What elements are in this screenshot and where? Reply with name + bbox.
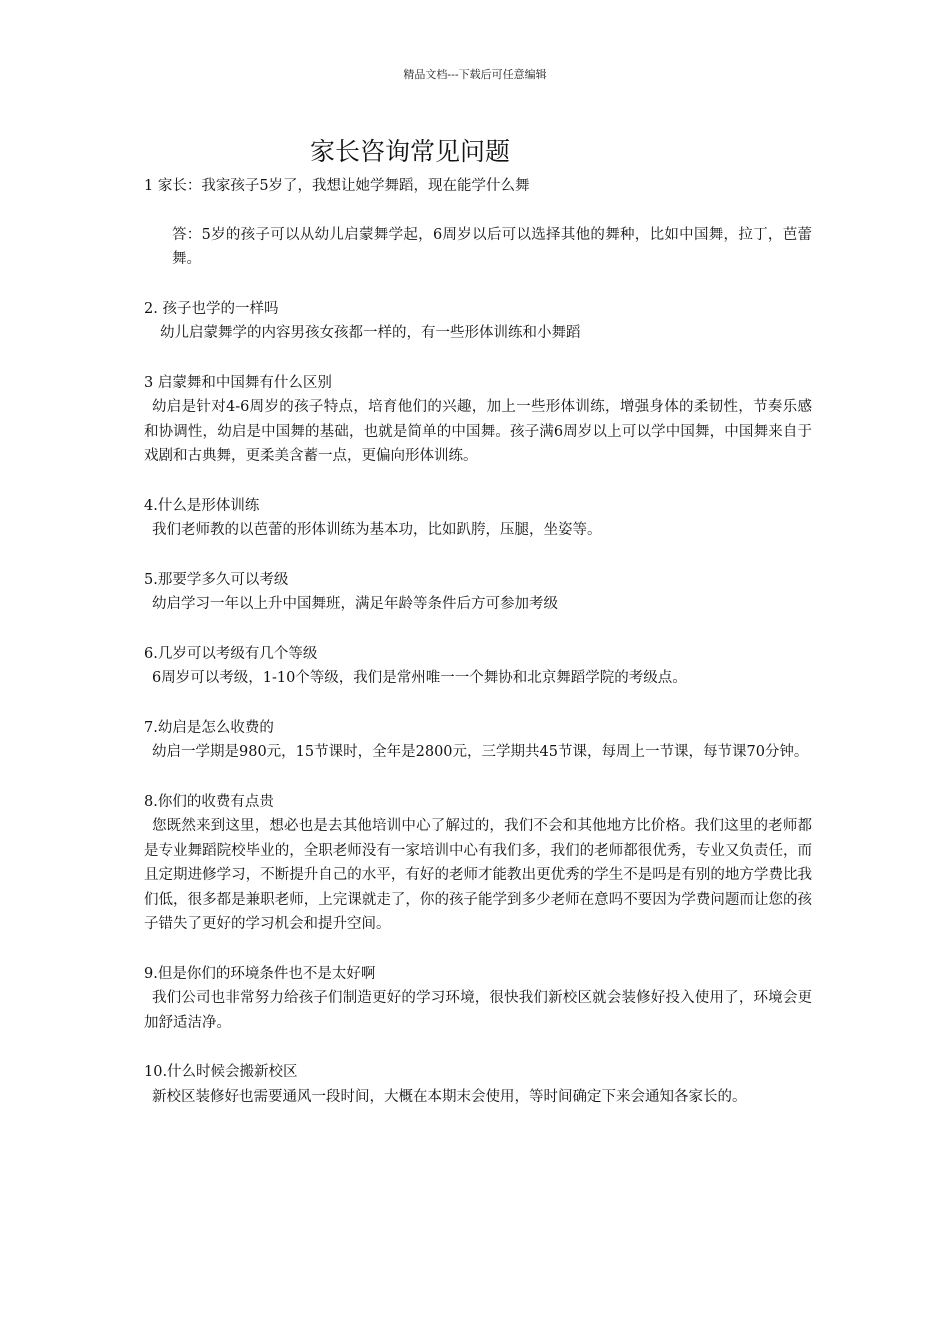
faq-item-6 (144, 642, 812, 691)
faq-answer-6: 6周岁可以考级，1-10个等级，我们是常州唯一一个舞协和北京舞蹈学院的考级点。 (152, 670, 687, 686)
document-title: 家长咨询常见问题 (310, 137, 511, 166)
faq-item-7 (144, 716, 812, 765)
faq-item-1 (144, 174, 812, 272)
faq-answer-5: 幼启学习一年以上升中国舞班，满足年龄等条件后方可参加考级 (152, 596, 558, 612)
faq-question-5: 5.那要学多久可以考级 (144, 571, 289, 588)
faq-item-4 (144, 494, 812, 543)
faq-question-9: 9.但是你们的环境条件也不是太好啊 (144, 965, 376, 982)
faq-item-8 (144, 790, 812, 937)
faq-item-3 (144, 371, 812, 469)
faq-item-2 (144, 297, 812, 346)
faq-answer-7: 幼启一学期是980元，15节课时，全年是2800元，三学期共45节课，每周上一节课，每节课70分钟。 (152, 744, 809, 760)
faq-list (144, 174, 812, 1134)
faq-question-4: 4.什么是形体训练 (144, 497, 260, 514)
faq-item-5 (144, 568, 812, 617)
faq-question-7: 7.幼启是怎么收费的 (144, 719, 274, 736)
faq-question-3: 3 启蒙舞和中国舞有什么区别 (144, 374, 332, 391)
faq-answer-4: 我们老师教的以芭蕾的形体训练为基本功，比如趴胯，压腿，坐姿等。 (152, 522, 602, 538)
faq-answer-8: 您既然来到这里，想必也是去其他培训中心了解过的，我们不会和其他地方比价格。我们这里的老师都是专业舞蹈院校毕业的，全职老师没有一家培训中心有我们多，我们的老师都很优秀，专业又负责任，而且定期进修学习，不断提升自己的水平，有好的老师才能教出更优秀的学生不是吗是有别的地方学费比我们低，很多都是兼职老师，上完课就走了，你的孩子能学到多少老师在意吗不要因为学费问题而让您的孩子错失了更好的学习机会和提升空间。 (144, 818, 812, 932)
faq-question-8: 8.你们的收费有点贵 (144, 793, 274, 810)
faq-answer-1: 答：5岁的孩子可以从幼儿启蒙舞学起，6周岁以后可以选择其他的舞种，比如中国舞，拉丁，芭蕾舞。 (172, 226, 812, 267)
faq-question-2: 2. 孩子也学的一样吗 (144, 300, 279, 317)
faq-item-9 (144, 962, 812, 1036)
faq-answer-3: 幼启是针对4-6周岁的孩子特点，培育他们的兴趣，加上一些形体训练，增强身体的柔韧性，节奏乐感和协调性，幼启是中国舞的基础，也就是简单的中国舞。孩子满6周岁以上可以学中国舞，中国舞来自于戏剧和古典舞，更柔美含蓄一点，更偏向形体训练。 (144, 399, 812, 464)
faq-answer-10: 新校区装修好也需要通风一段时间，大概在本期末会使用，等时间确定下来会通知各家长的。 (152, 1088, 747, 1105)
faq-answer-2: 幼儿启蒙舞学的内容男孩女孩都一样的，有一些形体训练和小舞蹈 (160, 325, 581, 341)
faq-question-10: 10.什么时候会搬新校区 (144, 1064, 298, 1080)
faq-question-6: 6.几岁可以考级有几个等级 (144, 645, 318, 662)
faq-question-1: 1 家长：我家孩子5岁了，我想让她学舞蹈，现在能学什么舞 (144, 178, 530, 194)
faq-item-10 (144, 1060, 812, 1109)
faq-answer-9: 我们公司也非常努力给孩子们制造更好的学习环境，很快我们新校区就会装修好投入使用了，环境会更加舒适洁净。 (144, 990, 812, 1031)
header-note: 精品文档---下载后可任意编辑 (403, 68, 547, 81)
